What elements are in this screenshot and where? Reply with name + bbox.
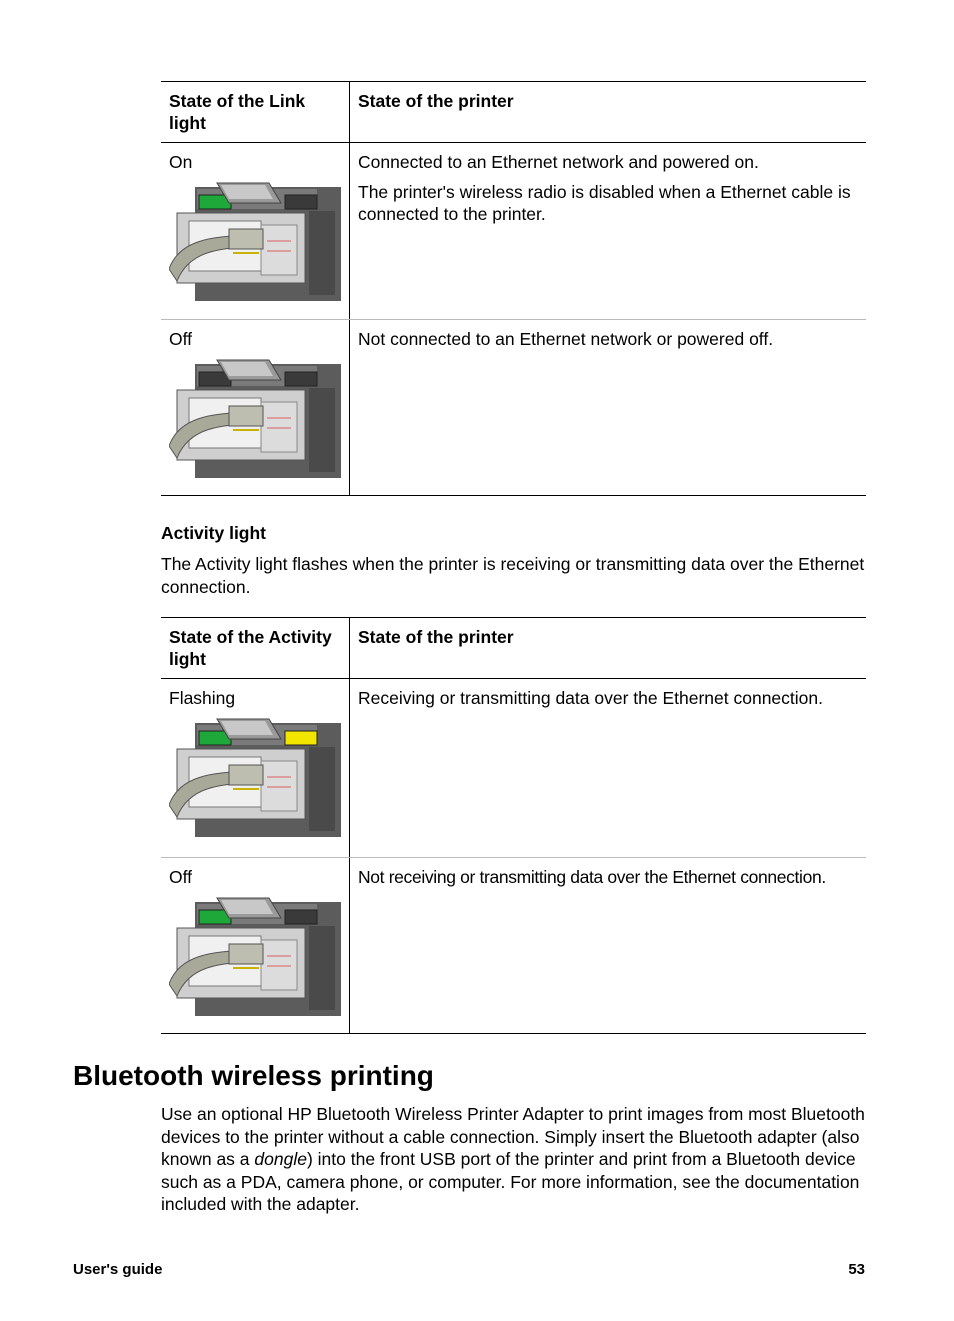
activity-light-led (285, 372, 317, 386)
description-cell (350, 858, 867, 1034)
activity-light-heading: Activity light (161, 523, 267, 543)
description-text: Not receiving or transmitting data over the Ethernet connection. (358, 867, 826, 887)
table-row (161, 320, 866, 496)
activity-light-table (161, 617, 866, 1034)
bluetooth-body-text-cont: ) into the front USB port of the printer and print from a Bluetooth device such as a PDA, camera phone, or computer. For more information, see the documentation included with the adapter. (161, 1149, 860, 1214)
state-cell (161, 858, 350, 1034)
link-light-table (161, 81, 866, 496)
ethernet-port-illustration (169, 896, 341, 1016)
activity-light-led (285, 195, 317, 209)
table-row (161, 858, 866, 1034)
ethernet-port-illustration (169, 181, 341, 301)
table-row (161, 679, 866, 858)
bluetooth-body-text: Use an optional HP Bluetooth Wireless Printer Adapter to print images from most Bluetooth devices to the printer without a cable connection. Simply insert the Bluetooth adapter (also known as a (161, 1104, 865, 1169)
state-label: Off (169, 329, 193, 349)
description-cell (350, 679, 867, 858)
page-number: 53 (848, 1261, 865, 1278)
activity-table-header-printer: State of the printer (350, 618, 867, 679)
state-cell (161, 320, 350, 496)
state-label: On (169, 152, 193, 172)
description-text: Connected to an Ethernet network and powered on. (358, 152, 759, 172)
dongle-term: dongle (254, 1149, 307, 1169)
table-row (161, 143, 866, 320)
state-label: Off (169, 867, 193, 887)
state-cell (161, 143, 350, 320)
activity-light-led (285, 910, 317, 924)
description-text: The printer's wireless radio is disabled when a Ethernet cable is connected to the printer. (358, 182, 851, 224)
description-text: Receiving or transmitting data over the Ethernet connection. (358, 688, 823, 708)
link-table-header-printer: State of the printer (350, 82, 867, 143)
activity-light-body: The Activity light flashes when the printer is receiving or transmitting data over the Ethernet connection. (161, 554, 865, 597)
description-cell (350, 320, 867, 496)
state-label: Flashing (169, 688, 236, 708)
description-cell (350, 143, 867, 320)
section-heading: Bluetooth wireless printing (73, 1060, 434, 1091)
ethernet-port-illustration (169, 358, 341, 478)
link-table-header-state: State of the Link light (161, 82, 350, 143)
state-cell (161, 679, 350, 858)
ethernet-port-illustration (169, 717, 341, 837)
activity-table-header-state: State of the Activity light (161, 618, 350, 679)
bluetooth-body (161, 1103, 871, 1216)
activity-light-led (285, 731, 317, 745)
footer-guide-title: User's guide (73, 1261, 163, 1278)
description-text: Not connected to an Ethernet network or powered off. (358, 329, 774, 349)
